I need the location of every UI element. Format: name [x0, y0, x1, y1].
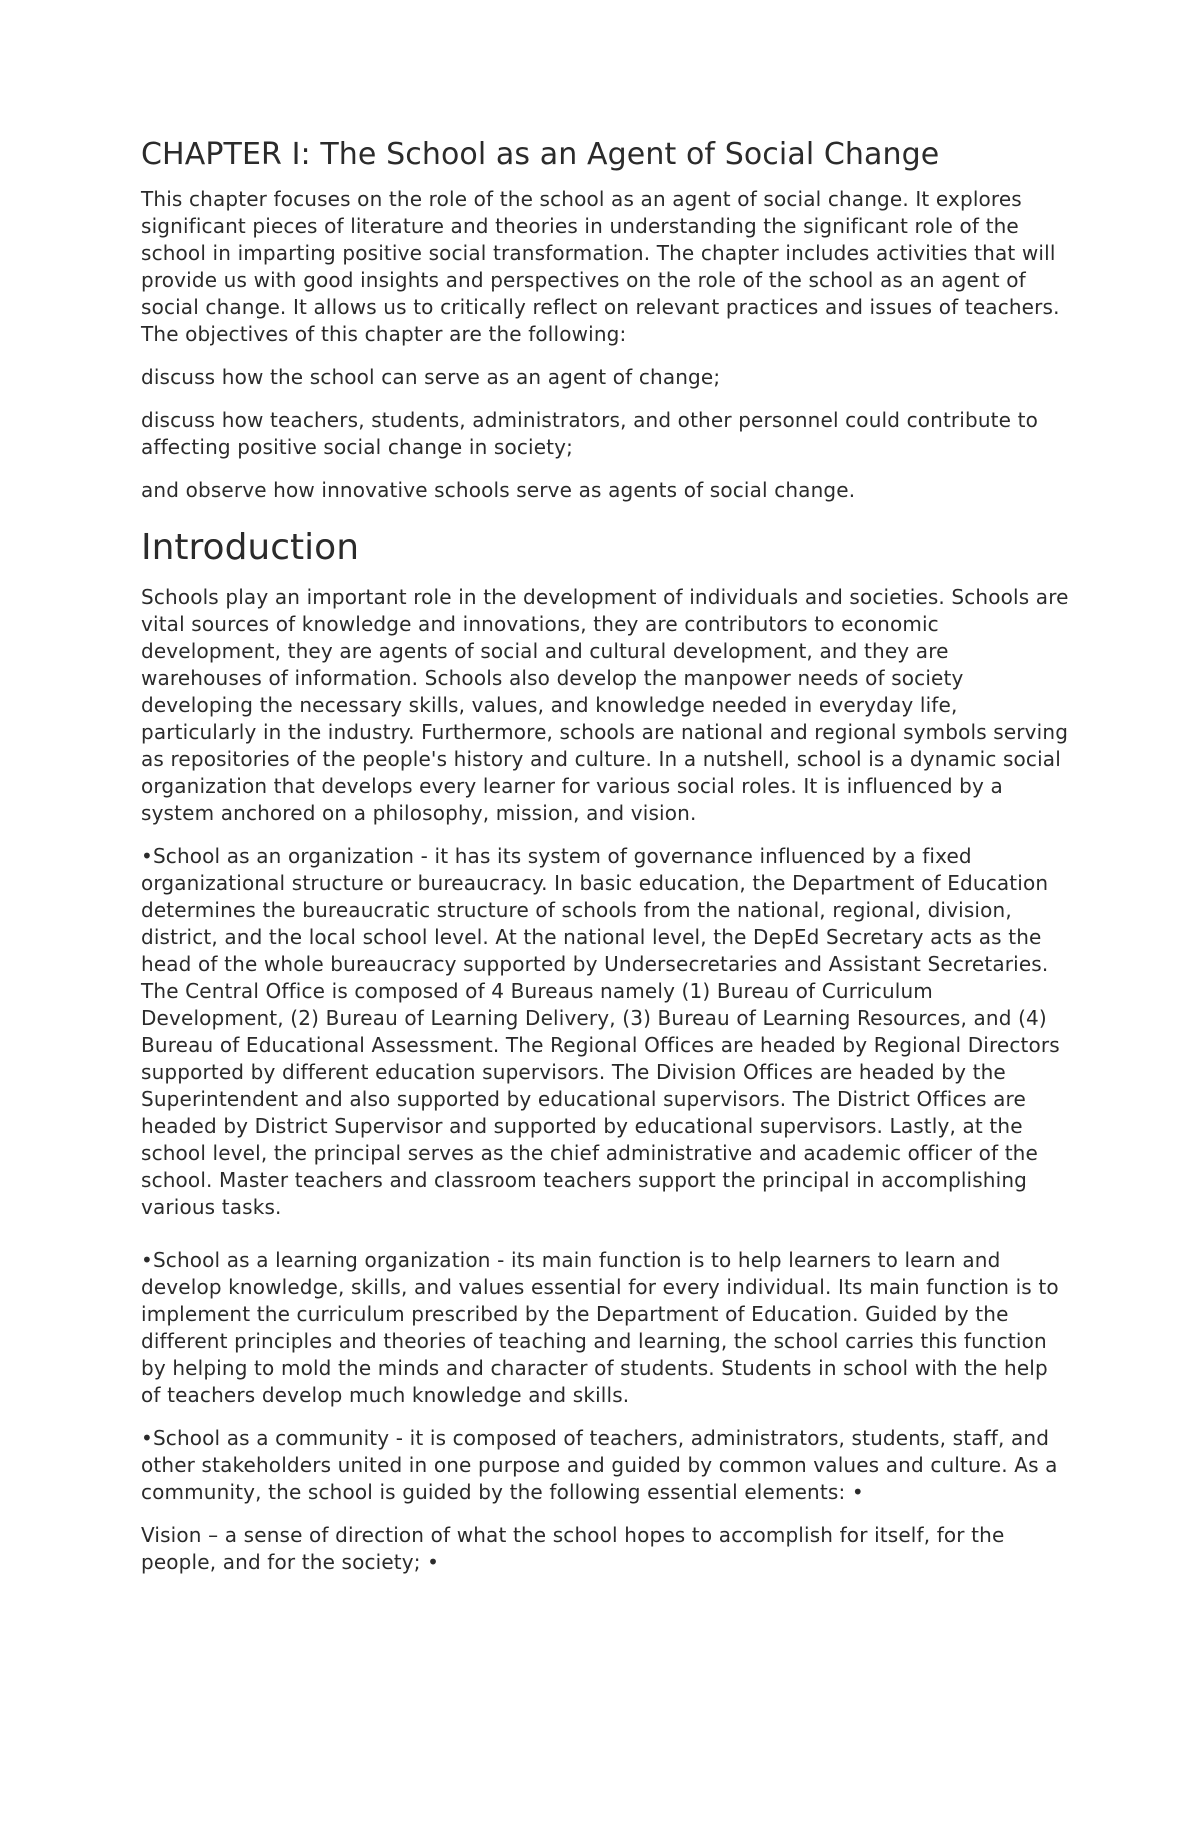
- bullet-paragraph-community: •School as a community - it is composed of teachers, administrators, students, staff, and other stakeholders united in one purpose and guided by common values and culture. As a community, the school is guided by the following essential elements: •: [141, 1426, 1058, 1504]
- section-title: Introduction: [141, 527, 360, 568]
- chapter-title: CHAPTER I: The School as an Agent of Social Change: [141, 137, 940, 172]
- introduction-paragraph: Schools play an important role in the development of individuals and societies. Schools are vital sources of knowledge and innovations, they are contributors to economic development, they are agents of social and cultural development, and they are warehouses of information. Schools also develop the manpower needs of society developing the necessary skills, values, and knowledge needed in everyday life, particularly in the industry. Furthermore, schools are national and regional symbols serving as repositories of the people's history and culture. In a nutshell, school is a dynamic social organization that develops every learner for various social roles. It is influenced by a system anchored on a philosophy, mission, and vision.: [141, 585, 1069, 825]
- document-page: [141, 136, 1071, 1592]
- bullet-paragraph-learning-organization: •School as a learning organization - its main function is to help learners to learn and develop knowledge, skills, and values essential for every individual. Its main function is to implement the curriculum prescribed by the Department of Education. Guided by the different principles and theories of teaching and learning, the school carries this function by helping to mold the minds and character of students. Students in school with the help of teachers develop much knowledge and skills.: [141, 1248, 1059, 1407]
- objective-item: and observe how innovative schools serve as agents of social change.: [141, 478, 856, 502]
- bullet-paragraph-organization: •School as an organization - it has its system of governance influenced by a fixed organizational structure or bureaucracy. In basic education, the Department of Education determines the bureaucratic structure of schools from the national, regional, division, district, and the local school level. At the national level, the DepEd Secretary acts as the head of the whole bureaucracy supported by Undersecretaries and Assistant Secretaries. The Central Office is composed of 4 Bureaus namely (1) Bureau of Curriculum Development, (2) Bureau of Learning Delivery, (3) Bureau of Learning Resources, and (4) Bureau of Educational Assessment. The Regional Offices are headed by Regional Directors supported by different education supervisors. The Division Offices are headed by the Superintendent and also supported by educational supervisors. The District Offices are headed by District Supervisor and supported by educational supervisors. Lastly, at the school level, the principal serves as the chief administrative and academic officer of the school. Master teachers and classroom teachers support the principal in accomplishing various tasks.: [141, 844, 1060, 1219]
- objective-item: discuss how the school can serve as an agent of change;: [141, 365, 721, 389]
- chapter-intro-paragraph: This chapter focuses on the role of the school as an agent of social change. It explores significant pieces of literature and theories in understanding the significant role of the school in imparting positive social transformation. The chapter includes activities that will provide us with good insights and perspectives on the role of the school as an agent of social change. It allows us to critically reflect on relevant practices and issues of teachers. The objectives of this chapter are the following:: [141, 187, 1060, 346]
- vision-paragraph: Vision – a sense of direction of what the school hopes to accomplish for itself, for the people, and for the society; •: [141, 1523, 1005, 1574]
- objective-item: discuss how teachers, students, administrators, and other personnel could contribute to affecting positive social change in society;: [141, 408, 1039, 459]
